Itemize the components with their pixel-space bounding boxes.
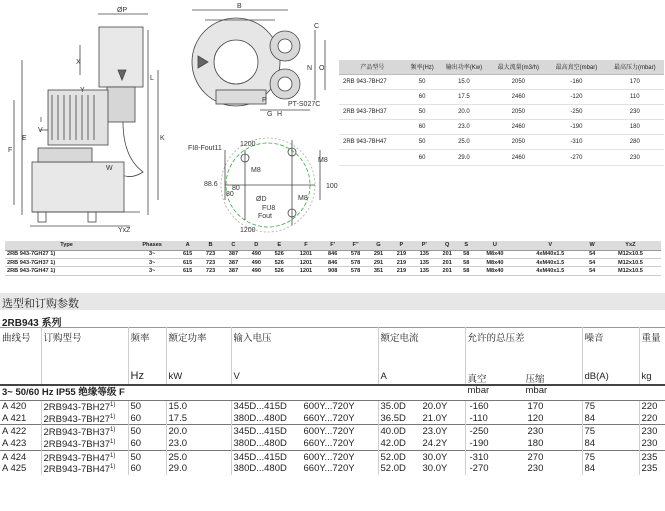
curve-cell: A 421 xyxy=(0,413,41,425)
dimension-cell: 201 xyxy=(436,267,459,275)
order-row xyxy=(0,450,665,463)
weight-cell: 235 xyxy=(641,463,658,475)
dimension-cell: 846 xyxy=(321,258,344,266)
curve-cell: A 424 xyxy=(0,450,41,463)
dimension-cell: 58 xyxy=(459,250,474,258)
spec-row xyxy=(339,120,664,135)
dimension-header: Phases xyxy=(128,241,176,250)
label-1200b: 1200 xyxy=(240,227,256,234)
label-80a: 80 xyxy=(226,191,234,198)
dimension-header: Q xyxy=(436,241,459,250)
dimension-cell: 54 xyxy=(585,250,600,258)
label-i: I xyxy=(40,117,42,124)
spec-header: 最大流量(m3/h) xyxy=(489,60,547,74)
curve-cell: A 420 xyxy=(0,401,41,413)
noise-cell: 75 xyxy=(582,425,639,438)
spec-cell: 15.0 xyxy=(438,74,489,89)
dimension-cell: 219 xyxy=(390,250,413,258)
dimension-cell: M12x10.5 xyxy=(600,258,661,266)
spec-table xyxy=(339,60,664,166)
label-e: E xyxy=(22,135,27,142)
dimension-cell: M8x40 xyxy=(474,258,516,266)
dimension-header: P' xyxy=(413,241,436,250)
power-cell: 25.0 xyxy=(166,450,231,463)
spec-cell: 60 xyxy=(406,89,439,104)
label-x: X xyxy=(76,59,81,66)
spec-header: 频率(Hz) xyxy=(406,60,439,74)
label-80b: 80 xyxy=(232,185,240,192)
dimension-header: B xyxy=(199,241,222,250)
dimension-cell: M8x40 xyxy=(474,267,516,275)
dimension-header: F" xyxy=(344,241,367,250)
noise-cell: 84 xyxy=(582,413,639,425)
voltage-cell: 380D...480D 660Y...720Y xyxy=(231,413,378,425)
dimension-cell: 135 xyxy=(413,258,436,266)
dimension-cell: 201 xyxy=(436,258,459,266)
current-cell: 52.0D 30.0Y xyxy=(378,450,465,463)
spec-cell: 2RB 943-7BH37 xyxy=(339,104,406,119)
section-row xyxy=(0,385,665,401)
label-88: 88.6 xyxy=(204,181,218,188)
spec-cell: 29.0 xyxy=(438,150,489,165)
label-fi8: FI8-Fout11 xyxy=(188,145,222,152)
spec-cell: -190 xyxy=(547,120,605,135)
spec-cell xyxy=(339,150,406,165)
pressure-cell: -160 170 xyxy=(465,401,582,413)
dimension-cell: 3~ xyxy=(128,258,176,266)
label-k: K xyxy=(160,135,165,142)
curve-cell: A 423 xyxy=(0,438,41,450)
spec-cell: 50 xyxy=(406,104,439,119)
spec-cell: 17.5 xyxy=(438,89,489,104)
label-ptcode: PT-S027C xyxy=(288,101,321,108)
dimension-cell: 615 xyxy=(176,267,199,275)
dimension-cell: 723 xyxy=(199,250,222,258)
header-noise: 噪音 dB(A) xyxy=(582,328,639,385)
power-cell: 20.0 xyxy=(166,425,231,438)
weight-cell: 230 xyxy=(641,438,658,450)
order-row xyxy=(0,413,665,425)
spec-cell: 180 xyxy=(606,120,664,135)
current-cell: 36.5D 21.0Y xyxy=(378,413,465,425)
label-100: 100 xyxy=(326,183,338,190)
spec-cell: 2050 xyxy=(489,74,547,89)
dimension-cell: 135 xyxy=(413,267,436,275)
dimension-cell: 3~ xyxy=(128,250,176,258)
series-label: 2RB943 系列 xyxy=(2,318,62,329)
order-no-cell: 2RB943-7BH27$^{1)}$ xyxy=(41,401,128,413)
spec-header: 最高真空(mbar) xyxy=(547,60,605,74)
order-row xyxy=(0,425,665,438)
spec-cell: -250 xyxy=(547,104,605,119)
front-view-drawing xyxy=(192,10,325,110)
pressure-cell: -110 120 xyxy=(465,413,582,425)
order-banner: 选型和订购参数 xyxy=(0,293,665,310)
dimension-row xyxy=(5,250,661,258)
dimension-header: G xyxy=(367,241,390,250)
dimension-cell: 4xM40x1.5 xyxy=(516,250,585,258)
dimension-cell: M12x10.5 xyxy=(600,250,661,258)
dimension-cell: 1201 xyxy=(291,250,322,258)
voltage-cell: 345D...415D 600Y...720Y xyxy=(231,425,378,438)
dimension-cell: 1201 xyxy=(291,258,322,266)
current-cell: 35.0D 20.0Y xyxy=(378,401,465,413)
dimension-cell: 490 xyxy=(245,267,268,275)
dimension-cell: 2RB 943-7GH37 1) xyxy=(5,258,128,266)
dimension-table xyxy=(5,241,661,276)
label-m8a: M8 xyxy=(251,167,261,174)
label-od: ØD xyxy=(256,196,267,203)
freq-cell: 60 xyxy=(128,413,166,425)
freq-cell: 50 xyxy=(128,425,166,438)
spec-cell: -120 xyxy=(547,89,605,104)
order-no-cell: 2RB943-7BH37$^{1)}$ xyxy=(41,425,128,438)
order-row xyxy=(0,401,665,413)
dimension-header: E xyxy=(268,241,291,250)
header-current: 额定电流 A xyxy=(378,328,465,385)
label-o: O xyxy=(319,65,325,72)
dimension-cell: 1201 xyxy=(291,267,322,275)
curve-cell: A 425 xyxy=(0,463,41,475)
weight-cell: 230 xyxy=(639,425,665,438)
label-f: F xyxy=(8,147,13,154)
dimension-cell: 201 xyxy=(436,250,459,258)
dimension-header: S xyxy=(459,241,474,250)
spec-cell: -160 xyxy=(547,74,605,89)
dimension-header: A xyxy=(176,241,199,250)
dimension-cell: 291 xyxy=(367,258,390,266)
order-row xyxy=(0,463,665,475)
dimension-header: V xyxy=(516,241,585,250)
dimension-cell: 351 xyxy=(367,267,390,275)
dimension-cell: 908 xyxy=(321,267,344,275)
dimension-header: P xyxy=(390,241,413,250)
spec-cell: -270 xyxy=(547,150,605,165)
label-1200a: 1200 xyxy=(240,141,256,148)
spec-cell: 230 xyxy=(606,104,664,119)
dimension-header: F' xyxy=(321,241,344,250)
header-vacuum: 真空 mbar xyxy=(467,374,490,396)
label-l: L xyxy=(150,75,154,82)
spec-row xyxy=(339,135,664,150)
dimension-cell: 58 xyxy=(459,258,474,266)
weight-cell: 235 xyxy=(639,450,665,463)
dimension-cell: 3~ xyxy=(128,267,176,275)
spec-cell: 2RB 943-7BH47 xyxy=(339,135,406,150)
header-voltage: 输入电压 V xyxy=(231,328,378,385)
order-no-cell: 2RB943-7BH37$^{1)}$ xyxy=(41,438,128,450)
label-n: N xyxy=(307,65,313,72)
spec-cell: 110 xyxy=(606,89,664,104)
dimension-cell: 291 xyxy=(367,250,390,258)
dimension-header: W xyxy=(585,241,600,250)
current-cell: 42.0D 24.2Y xyxy=(378,438,465,450)
spec-cell: 2050 xyxy=(489,104,547,119)
dimension-cell: 526 xyxy=(268,258,291,266)
spec-cell: 23.0 xyxy=(438,120,489,135)
header-compress: 压缩 mbar xyxy=(525,374,548,396)
dimension-cell: 578 xyxy=(344,250,367,258)
dimension-header: D xyxy=(245,241,268,250)
dimension-cell: 4xM40x1.5 xyxy=(516,258,585,266)
spec-header-row xyxy=(339,60,664,74)
dimension-cell: 526 xyxy=(268,267,291,275)
header-pressure: 允许的总压差 真空 mbar 压缩 mbar xyxy=(465,328,582,385)
label-y: Y xyxy=(80,87,85,94)
spec-row xyxy=(339,74,664,89)
dimension-cell: 135 xyxy=(413,250,436,258)
current-cell: 52.0D 30.0Y xyxy=(378,463,465,475)
order-no-cell: 2RB943-7BH47$^{1)}$ xyxy=(41,463,128,475)
spec-cell: 50 xyxy=(406,74,439,89)
spec-cell: 25.0 xyxy=(438,135,489,150)
spec-cell: 2460 xyxy=(489,89,547,104)
header-order-no: 订购型号 xyxy=(41,328,128,385)
voltage-cell: 380D...480D 660Y...720Y xyxy=(231,463,378,475)
side-view-drawing xyxy=(14,14,158,226)
header-weight: 重量 kg xyxy=(639,328,665,385)
header-curve: 曲线号 xyxy=(0,328,41,385)
label-g: G xyxy=(267,111,273,118)
dimension-header: U xyxy=(474,241,516,250)
spec-cell: 2RB 943-7BH27 xyxy=(339,74,406,89)
label-p: P xyxy=(262,97,267,104)
power-cell: 29.0 xyxy=(166,463,231,475)
dimension-cell: 723 xyxy=(199,267,222,275)
voltage-cell: 380D...480D 660Y...720Y xyxy=(231,438,378,450)
spec-cell: 2460 xyxy=(489,120,547,135)
dimension-cell: 578 xyxy=(344,258,367,266)
spec-cell: 60 xyxy=(406,120,439,135)
noise-cell: 75 xyxy=(582,450,639,463)
dimension-cell: 54 xyxy=(585,267,600,275)
spec-cell: 60 xyxy=(406,150,439,165)
dimension-cell: 4xM40x1.5 xyxy=(516,267,585,275)
dimension-cell: 2RB 943-7GH27 1) xyxy=(5,250,128,258)
current-cell: 40.0D 23.0Y xyxy=(378,425,465,438)
label-v: V xyxy=(38,127,43,134)
label-op: ØP xyxy=(117,7,128,14)
order-table xyxy=(0,327,665,475)
dimension-header: Type xyxy=(5,241,128,250)
spec-cell: 2460 xyxy=(489,150,547,165)
spec-cell xyxy=(339,89,406,104)
voltage-cell: 345D...415D 600Y...720Y xyxy=(231,401,378,413)
label-w: W xyxy=(106,165,113,172)
label-m8b: M8 xyxy=(318,157,328,164)
dimension-cell: 2RB 943-7GH47 1) xyxy=(5,267,128,275)
header-power: 额定功率 kW xyxy=(166,328,231,385)
dimension-cell: 58 xyxy=(459,267,474,275)
dimension-cell: 578 xyxy=(344,267,367,275)
dimension-header-row xyxy=(5,241,661,250)
spec-header: 最高压力(mbar) xyxy=(606,60,664,74)
dimension-cell: 219 xyxy=(390,267,413,275)
dimension-header: YxZ xyxy=(600,241,661,250)
spec-cell: 20.0 xyxy=(438,104,489,119)
spec-cell: 2050 xyxy=(489,135,547,150)
spec-row xyxy=(339,150,664,165)
header-freq: 频率 Hz xyxy=(128,328,166,385)
spec-row xyxy=(339,104,664,119)
spec-row xyxy=(339,89,664,104)
power-cell: 15.0 xyxy=(166,401,231,413)
dimension-cell: 219 xyxy=(390,258,413,266)
power-cell: 17.5 xyxy=(166,413,231,425)
spec-cell: -310 xyxy=(547,135,605,150)
dimension-cell: 387 xyxy=(222,258,245,266)
dimension-cell: 615 xyxy=(176,258,199,266)
label-fout: Fout xyxy=(258,213,273,220)
label-yxz: YxZ xyxy=(118,227,131,234)
pressure-cell: -270 230 xyxy=(465,463,582,475)
section-label: 3~ 50/60 Hz IP55 绝缘等级 F xyxy=(0,385,665,401)
dimension-cell: 54 xyxy=(585,258,600,266)
spec-cell: 230 xyxy=(606,150,664,165)
dimension-cell: 846 xyxy=(321,250,344,258)
label-c: C xyxy=(314,23,320,30)
freq-cell: 60 xyxy=(128,463,166,475)
freq-cell: 60 xyxy=(128,438,166,450)
spec-cell xyxy=(339,120,406,135)
dimension-row xyxy=(5,258,661,266)
label-h: H xyxy=(277,111,283,118)
order-no-cell: 2RB943-7BH47$^{1)}$ xyxy=(41,450,128,463)
dimension-cell: 526 xyxy=(268,250,291,258)
dimension-cell: 490 xyxy=(245,250,268,258)
dimension-row xyxy=(5,267,661,275)
spec-cell: 280 xyxy=(606,135,664,150)
weight-cell: 220 xyxy=(641,412,658,424)
dimension-header: C xyxy=(222,241,245,250)
freq-cell: 50 xyxy=(128,401,166,413)
dimension-cell: M12x10.5 xyxy=(600,267,661,275)
spec-cell: 170 xyxy=(606,74,664,89)
freq-cell: 50 xyxy=(128,450,166,463)
pressure-cell: -190 180 xyxy=(465,438,582,450)
order-no-cell: 2RB943-7BH27$^{1)}$ xyxy=(41,413,128,425)
dimension-cell: 490 xyxy=(245,258,268,266)
spec-header: 输出功率(Kw) xyxy=(438,60,489,74)
pressure-cell: -250 230 xyxy=(465,425,582,438)
voltage-cell: 345D...415D 600Y...720Y xyxy=(231,450,378,463)
noise-cell: 84 xyxy=(582,463,639,475)
dimension-cell: 723 xyxy=(199,258,222,266)
dimension-cell: 387 xyxy=(222,250,245,258)
order-row xyxy=(0,438,665,450)
noise-cell: 75 xyxy=(582,401,639,413)
label-b: B xyxy=(237,3,242,10)
dimension-header: F xyxy=(291,241,322,250)
label-m8c: M8 xyxy=(298,195,308,202)
pressure-cell: -310 270 xyxy=(465,450,582,463)
dimension-cell: M8x40 xyxy=(474,250,516,258)
dimension-cell: 387 xyxy=(222,267,245,275)
weight-cell: 220 xyxy=(641,401,658,413)
noise-cell: 84 xyxy=(582,438,639,450)
curve-cell: A 422 xyxy=(0,425,41,438)
spec-header: 产品型号 xyxy=(339,60,406,74)
spec-cell: 50 xyxy=(406,135,439,150)
power-cell: 23.0 xyxy=(166,438,231,450)
label-fu8: FU8 xyxy=(262,205,276,212)
dimension-cell: 615 xyxy=(176,250,199,258)
